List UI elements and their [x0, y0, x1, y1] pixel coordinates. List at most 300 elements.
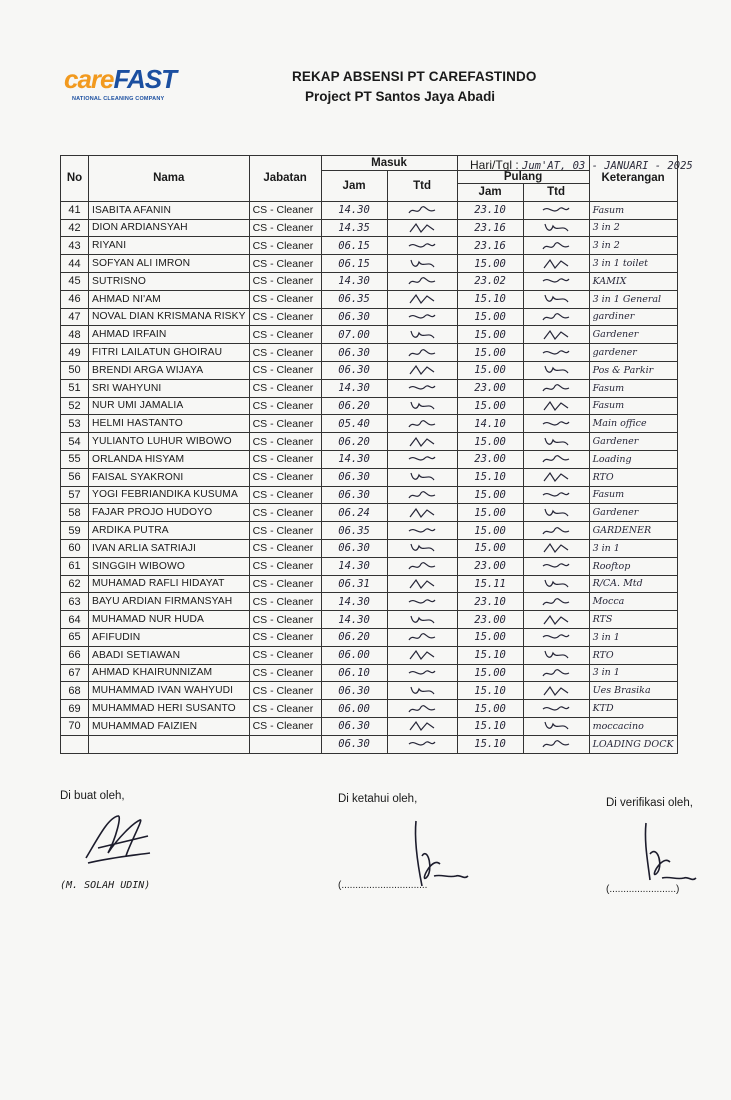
signature-mark [407, 525, 437, 537]
row-masuk-ttd [387, 237, 457, 255]
table-row [61, 664, 678, 682]
signature-mark [407, 382, 437, 394]
row-masuk-jam: 06.30 [321, 539, 387, 557]
row-pulang-ttd [523, 735, 589, 753]
row-keterangan: 3 in 1 [589, 664, 677, 682]
signature-mark [541, 436, 571, 448]
row-pulang-ttd [523, 522, 589, 540]
row-masuk-jam: 14.30 [321, 611, 387, 629]
row-jabatan: CS - Cleaner [249, 201, 321, 219]
row-jabatan: CS - Cleaner [249, 611, 321, 629]
row-masuk-ttd [387, 593, 457, 611]
signature-mark [541, 631, 571, 643]
signature-mark [541, 614, 571, 626]
signature-mark [541, 293, 571, 305]
row-masuk-jam: 14.30 [321, 379, 387, 397]
row-jabatan: CS - Cleaner [249, 575, 321, 593]
signature-mark [407, 293, 437, 305]
signature-mark [407, 347, 437, 359]
row-no: 56 [61, 468, 89, 486]
row-jabatan: CS - Cleaner [249, 397, 321, 415]
row-pulang-jam: 23.00 [457, 379, 523, 397]
row-nama: MUHAMMAD IVAN WAHYUDI [89, 682, 250, 700]
table-row [61, 468, 678, 486]
row-pulang-jam: 23.00 [457, 450, 523, 468]
row-no: 60 [61, 539, 89, 557]
row-masuk-ttd [387, 522, 457, 540]
header-jabatan: Jabatan [249, 156, 321, 202]
signature-mark [407, 311, 437, 323]
signature-mark [541, 240, 571, 252]
row-masuk-jam: 06.30 [321, 361, 387, 379]
signature-mark [407, 720, 437, 732]
header-pulang-label: Pulang [457, 171, 589, 184]
row-nama: AHMAD KHAIRUNNIZAM [89, 664, 250, 682]
row-masuk-jam: 14.30 [321, 272, 387, 290]
signature-mark [541, 275, 571, 287]
row-pulang-ttd [523, 201, 589, 219]
row-masuk-ttd [387, 397, 457, 415]
row-pulang-jam: 23.16 [457, 219, 523, 237]
table-row [61, 628, 678, 646]
logo-subtitle: NATIONAL CLEANING COMPANY [72, 96, 165, 102]
signature-mark [541, 347, 571, 359]
row-keterangan: moccacino [589, 717, 677, 735]
row-masuk-ttd [387, 646, 457, 664]
row-pulang-ttd [523, 557, 589, 575]
row-jabatan: CS - Cleaner [249, 237, 321, 255]
row-no: 52 [61, 397, 89, 415]
row-pulang-ttd [523, 646, 589, 664]
row-no [61, 735, 89, 753]
row-no: 44 [61, 255, 89, 273]
row-masuk-jam: 06.30 [321, 308, 387, 326]
row-nama: SINGGIH WIBOWO [89, 557, 250, 575]
row-nama: BAYU ARDIAN FIRMANSYAH [89, 593, 250, 611]
signature-mark [407, 329, 437, 341]
row-pulang-jam: 15.00 [457, 486, 523, 504]
row-keterangan: Gardener [589, 326, 677, 344]
row-pulang-ttd [523, 433, 589, 451]
known-by-label: Di ketahui oleh, [338, 793, 418, 805]
signature-mark [407, 204, 437, 216]
signature-mark [541, 418, 571, 430]
table-row [61, 237, 678, 255]
row-no: 54 [61, 433, 89, 451]
row-pulang-ttd [523, 682, 589, 700]
row-keterangan: gardener [589, 344, 677, 362]
row-masuk-jam: 07.00 [321, 326, 387, 344]
row-masuk-jam: 06.00 [321, 700, 387, 718]
row-nama: ARDIKA PUTRA [89, 522, 250, 540]
row-no: 70 [61, 717, 89, 735]
table-row [61, 290, 678, 308]
row-jabatan: CS - Cleaner [249, 290, 321, 308]
row-keterangan: gardiner [589, 308, 677, 326]
row-nama: FAJAR PROJO HUDOYO [89, 504, 250, 522]
row-masuk-ttd [387, 344, 457, 362]
row-pulang-jam: 23.10 [457, 201, 523, 219]
row-nama [89, 735, 250, 753]
row-pulang-jam: 15.00 [457, 255, 523, 273]
signature-mark [407, 631, 437, 643]
signature-mark [541, 222, 571, 234]
row-keterangan: Fasum [589, 397, 677, 415]
signature-mark [407, 542, 437, 554]
table-row [61, 486, 678, 504]
row-masuk-jam: 06.15 [321, 255, 387, 273]
header-no: No [61, 156, 89, 202]
row-masuk-jam: 06.30 [321, 717, 387, 735]
row-no: 46 [61, 290, 89, 308]
signature-mark [541, 382, 571, 394]
row-pulang-ttd [523, 255, 589, 273]
row-pulang-ttd [523, 361, 589, 379]
row-nama: YULIANTO LUHUR WIBOWO [89, 433, 250, 451]
table-row [61, 735, 678, 753]
row-nama: IVAN ARLIA SATRIAJI [89, 539, 250, 557]
row-keterangan: RTO [589, 646, 677, 664]
signature-mark [541, 649, 571, 661]
row-masuk-ttd [387, 539, 457, 557]
signature-mark [541, 542, 571, 554]
row-no: 62 [61, 575, 89, 593]
row-pulang-jam: 15.10 [457, 682, 523, 700]
row-pulang-ttd [523, 290, 589, 308]
row-nama: ABADI SETIAWAN [89, 646, 250, 664]
table-row [61, 682, 678, 700]
row-jabatan: CS - Cleaner [249, 361, 321, 379]
row-jabatan: CS - Cleaner [249, 308, 321, 326]
row-keterangan: Gardener [589, 504, 677, 522]
header-pulang-ttd: Ttd [523, 184, 589, 202]
row-pulang-ttd [523, 415, 589, 433]
row-no: 58 [61, 504, 89, 522]
row-keterangan: KAMIX [589, 272, 677, 290]
signature-mark [541, 453, 571, 465]
page-subtitle: Project PT Santos Jaya Abadi [305, 89, 496, 104]
row-keterangan: RTO [589, 468, 677, 486]
row-masuk-ttd [387, 682, 457, 700]
attendance-table [60, 155, 678, 754]
signature-mark [407, 489, 437, 501]
row-nama: HELMI HASTANTO [89, 415, 250, 433]
row-jabatan: CS - Cleaner [249, 415, 321, 433]
row-jabatan: CS - Cleaner [249, 646, 321, 664]
row-no: 51 [61, 379, 89, 397]
row-masuk-jam: 06.20 [321, 397, 387, 415]
row-masuk-jam: 06.24 [321, 504, 387, 522]
row-masuk-jam: 06.30 [321, 486, 387, 504]
table-row [61, 379, 678, 397]
signature-mark [407, 364, 437, 376]
table-row [61, 700, 678, 718]
row-jabatan: CS - Cleaner [249, 628, 321, 646]
row-pulang-ttd [523, 344, 589, 362]
row-jabatan: CS - Cleaner [249, 255, 321, 273]
row-pulang-ttd [523, 539, 589, 557]
signature-mark [407, 703, 437, 715]
row-jabatan: CS - Cleaner [249, 450, 321, 468]
signature-mark [407, 471, 437, 483]
row-nama: AHMAD NI'AM [89, 290, 250, 308]
row-no: 45 [61, 272, 89, 290]
row-jabatan: CS - Cleaner [249, 717, 321, 735]
verified-by-name: (........................) [606, 884, 680, 895]
row-nama: NUR UMI JAMALIA [89, 397, 250, 415]
made-by-label: Di buat oleh, [60, 790, 125, 802]
row-masuk-jam: 05.40 [321, 415, 387, 433]
row-pulang-jam: 23.00 [457, 557, 523, 575]
row-pulang-jam: 23.02 [457, 272, 523, 290]
row-no: 65 [61, 628, 89, 646]
row-jabatan: CS - Cleaner [249, 433, 321, 451]
signature-mark [541, 311, 571, 323]
verified-by-label: Di verifikasi oleh, [606, 797, 693, 809]
row-nama: FAISAL SYAKRONI [89, 468, 250, 486]
row-keterangan: Ues Brasika [589, 682, 677, 700]
signature-mark [541, 471, 571, 483]
row-no: 53 [61, 415, 89, 433]
row-masuk-ttd [387, 628, 457, 646]
signature-made-by [78, 808, 158, 868]
row-masuk-jam: 06.35 [321, 290, 387, 308]
row-no: 57 [61, 486, 89, 504]
table-row [61, 450, 678, 468]
row-pulang-jam: 15.00 [457, 504, 523, 522]
header-pulang-jam: Jam [457, 184, 523, 202]
row-pulang-jam: 15.10 [457, 717, 523, 735]
row-pulang-ttd [523, 219, 589, 237]
row-masuk-jam: 06.35 [321, 522, 387, 540]
signature-mark [541, 525, 571, 537]
row-pulang-jam: 23.16 [457, 237, 523, 255]
signature-mark [407, 685, 437, 697]
row-masuk-ttd [387, 201, 457, 219]
row-pulang-ttd [523, 700, 589, 718]
row-masuk-ttd [387, 361, 457, 379]
table-row [61, 433, 678, 451]
row-no: 41 [61, 201, 89, 219]
row-keterangan: Gardener [589, 433, 677, 451]
table-row [61, 397, 678, 415]
row-pulang-jam: 23.10 [457, 593, 523, 611]
row-masuk-ttd [387, 433, 457, 451]
row-pulang-ttd [523, 575, 589, 593]
signature-mark [541, 703, 571, 715]
row-jabatan: CS - Cleaner [249, 379, 321, 397]
row-jabatan: CS - Cleaner [249, 522, 321, 540]
row-masuk-ttd [387, 735, 457, 753]
table-row [61, 272, 678, 290]
row-masuk-jam: 06.20 [321, 433, 387, 451]
row-masuk-jam: 06.15 [321, 237, 387, 255]
row-masuk-ttd [387, 272, 457, 290]
row-keterangan: Rooftop [589, 557, 677, 575]
row-masuk-ttd [387, 557, 457, 575]
row-jabatan: CS - Cleaner [249, 486, 321, 504]
row-no: 55 [61, 450, 89, 468]
row-no: 49 [61, 344, 89, 362]
row-no: 63 [61, 593, 89, 611]
signature-mark [407, 738, 437, 750]
signature-mark [407, 560, 437, 572]
row-keterangan: RTS [589, 611, 677, 629]
row-no: 47 [61, 308, 89, 326]
row-nama: DION ARDIANSYAH [89, 219, 250, 237]
row-no: 64 [61, 611, 89, 629]
row-keterangan: LOADING DOCK [589, 735, 677, 753]
signature-mark [407, 400, 437, 412]
row-pulang-jam: 15.00 [457, 397, 523, 415]
row-pulang-ttd [523, 272, 589, 290]
row-pulang-ttd [523, 450, 589, 468]
row-masuk-ttd [387, 308, 457, 326]
signature-mark [541, 685, 571, 697]
table-row [61, 219, 678, 237]
row-nama: BRENDI ARGA WIJAYA [89, 361, 250, 379]
row-no: 67 [61, 664, 89, 682]
row-nama: SOFYAN ALI IMRON [89, 255, 250, 273]
row-jabatan: CS - Cleaner [249, 272, 321, 290]
row-nama: MUHAMMAD HERI SUSANTO [89, 700, 250, 718]
row-jabatan: CS - Cleaner [249, 557, 321, 575]
row-masuk-ttd [387, 575, 457, 593]
row-masuk-jam: 06.30 [321, 344, 387, 362]
row-masuk-ttd [387, 415, 457, 433]
header-nama: Nama [89, 156, 250, 202]
row-nama: NOVAL DIAN KRISMANA RISKY [89, 308, 250, 326]
row-masuk-ttd [387, 468, 457, 486]
row-nama: SUTRISNO [89, 272, 250, 290]
table-row [61, 575, 678, 593]
table-row [61, 557, 678, 575]
table-row [61, 504, 678, 522]
table-row [61, 539, 678, 557]
row-pulang-ttd [523, 486, 589, 504]
row-masuk-ttd [387, 486, 457, 504]
row-masuk-ttd [387, 700, 457, 718]
signature-mark [407, 453, 437, 465]
row-keterangan: GARDENER [589, 522, 677, 540]
signature-mark [541, 560, 571, 572]
row-keterangan: 3 in 1 General [589, 290, 677, 308]
row-pulang-jam: 15.10 [457, 646, 523, 664]
row-masuk-ttd [387, 450, 457, 468]
row-jabatan: CS - Cleaner [249, 682, 321, 700]
table-row [61, 611, 678, 629]
header-pulang [457, 156, 589, 171]
row-keterangan: 3 in 2 [589, 219, 677, 237]
row-masuk-jam: 14.30 [321, 557, 387, 575]
table-row [61, 717, 678, 735]
row-keterangan: Fasum [589, 201, 677, 219]
signature-mark [541, 204, 571, 216]
signature-mark [541, 720, 571, 732]
row-nama: MUHAMMAD FAIZIEN [89, 717, 250, 735]
row-nama: MUHAMAD NUR HUDA [89, 611, 250, 629]
row-nama: ISABITA AFANIN [89, 201, 250, 219]
signature-mark [541, 329, 571, 341]
made-by-name: (M. SOLAH UDIN) [60, 880, 151, 891]
row-nama: YOGI FEBRIANDIKA KUSUMA [89, 486, 250, 504]
row-masuk-ttd [387, 504, 457, 522]
row-pulang-jam: 15.00 [457, 433, 523, 451]
row-no: 50 [61, 361, 89, 379]
row-jabatan: CS - Cleaner [249, 326, 321, 344]
signature-mark [407, 649, 437, 661]
date-value: Jum'AT, 03 - JANUARI - 2025 [522, 160, 693, 172]
row-jabatan: CS - Cleaner [249, 504, 321, 522]
row-no: 43 [61, 237, 89, 255]
row-masuk-ttd [387, 611, 457, 629]
row-masuk-ttd [387, 379, 457, 397]
known-by-name: (............................... [338, 880, 428, 891]
row-pulang-ttd [523, 717, 589, 735]
row-masuk-ttd [387, 290, 457, 308]
row-keterangan: KTD [589, 700, 677, 718]
row-jabatan: CS - Cleaner [249, 664, 321, 682]
row-no: 66 [61, 646, 89, 664]
signature-mark [407, 240, 437, 252]
row-pulang-ttd [523, 379, 589, 397]
row-keterangan: Main office [589, 415, 677, 433]
signature-mark [541, 507, 571, 519]
row-pulang-jam: 15.00 [457, 522, 523, 540]
row-jabatan: CS - Cleaner [249, 539, 321, 557]
row-masuk-jam: 14.30 [321, 450, 387, 468]
row-nama: ORLANDA HISYAM [89, 450, 250, 468]
row-pulang-jam: 23.00 [457, 611, 523, 629]
row-no: 48 [61, 326, 89, 344]
row-pulang-ttd [523, 664, 589, 682]
signature-mark [407, 275, 437, 287]
table-row [61, 201, 678, 219]
signature-mark [407, 614, 437, 626]
row-nama: FITRI LAILATUN GHOIRAU [89, 344, 250, 362]
row-pulang-jam: 15.10 [457, 290, 523, 308]
row-pulang-ttd [523, 326, 589, 344]
table-row [61, 308, 678, 326]
row-no: 61 [61, 557, 89, 575]
row-pulang-ttd [523, 504, 589, 522]
signature-mark [407, 507, 437, 519]
signature-mark [407, 222, 437, 234]
table-row [61, 646, 678, 664]
row-masuk-jam: 06.10 [321, 664, 387, 682]
row-masuk-ttd [387, 326, 457, 344]
row-masuk-jam: 06.31 [321, 575, 387, 593]
row-keterangan: 3 in 2 [589, 237, 677, 255]
table-row [61, 344, 678, 362]
header-masuk-ttd: Ttd [387, 171, 457, 202]
row-keterangan: Fasum [589, 379, 677, 397]
row-masuk-jam: 06.20 [321, 628, 387, 646]
row-pulang-jam: 15.00 [457, 539, 523, 557]
signature-mark [541, 258, 571, 270]
row-nama: RIYANI [89, 237, 250, 255]
signature-mark [541, 364, 571, 376]
header-masuk-jam: Jam [321, 171, 387, 202]
row-pulang-jam: 15.00 [457, 361, 523, 379]
signature-mark [541, 489, 571, 501]
logo-care: care [64, 64, 114, 94]
table-row [61, 326, 678, 344]
row-keterangan: 3 in 1 [589, 539, 677, 557]
row-pulang-jam: 15.00 [457, 628, 523, 646]
row-pulang-ttd [523, 593, 589, 611]
row-pulang-ttd [523, 468, 589, 486]
